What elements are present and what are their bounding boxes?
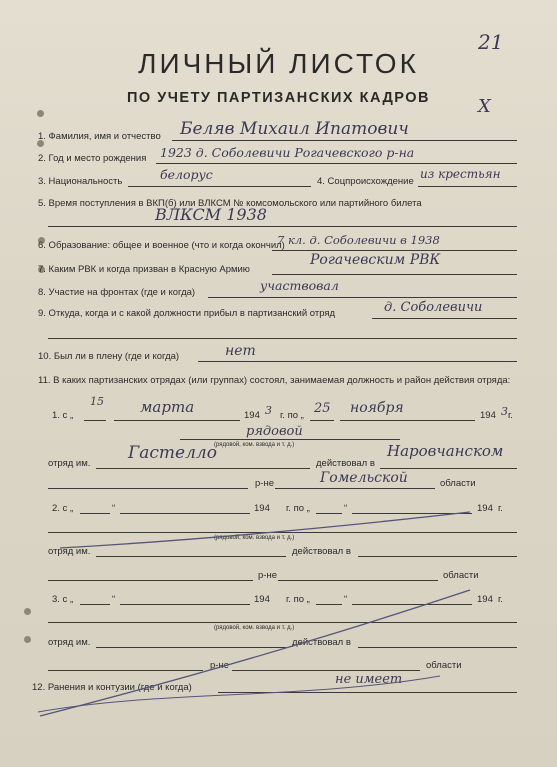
field-5-value: ВЛКСМ 1938 — [155, 205, 267, 224]
entry-2-year2: 194 — [477, 503, 493, 514]
field-7-value: Рогачевским РВК — [310, 252, 441, 268]
field-6-label: 6. Образование: общее и военное (что и когда окончил) — [38, 240, 285, 251]
field-8-label: 8. Участие на фронтах (где и когда) — [38, 287, 196, 298]
entry-3-oblast-label: области — [426, 660, 462, 671]
entry-1-district-label: р-не — [255, 478, 274, 489]
entry-3-district-label: р-не — [210, 660, 229, 671]
entry-2-year: 194 — [254, 503, 270, 514]
entry-1-day2: 25 — [314, 401, 331, 416]
corner-mark: Х — [478, 96, 491, 117]
entry-3-quote2: “ — [344, 594, 348, 605]
entry-3-start: 3. с „ — [52, 594, 74, 605]
entry-1-role-hint: (рядовой, ком. взвода и т. д.) — [214, 442, 295, 448]
field-8-value: участвовал — [260, 278, 339, 293]
entry-3-year2: 194 — [477, 594, 493, 605]
field-7-label: 7. Каким РВК и когда призван в Красную Армию — [38, 264, 250, 275]
entry-3-unit-label: отряд им. — [48, 637, 91, 648]
field-1-label: 1. Фамилия, имя и отчество — [38, 131, 161, 142]
entry-2-to: г. по „ — [286, 503, 310, 514]
field-10-value: нет — [225, 343, 256, 359]
entry-1-role: рядовой — [246, 424, 303, 439]
entry-1-year: 3 — [265, 404, 272, 417]
corner-number: 21 — [478, 30, 504, 54]
field-9-label: 9. Откуда, когда и с какой должности прибыл в партизанский отряд — [38, 308, 336, 319]
entry-2-oblast-label: области — [443, 570, 479, 581]
entry-1-start: 1. с „ — [52, 410, 74, 421]
entry-2-g: г. — [498, 503, 503, 514]
field-2-label: 2. Год и место рождения — [38, 153, 147, 164]
entry-1-year2-prefix: 194 — [480, 410, 496, 421]
field-6-value: 7 кл. д. Соболевичи в 1938 — [277, 233, 440, 247]
entry-3-role-hint: (рядовой, ком. взвода и т. д.) — [214, 625, 295, 631]
entry-1-oblast: Гомельской — [320, 470, 408, 486]
entry-1-year2: 3 — [501, 405, 508, 418]
field-1-value: Беляв Михаил Ипатович — [180, 119, 409, 139]
entry-3-year: 194 — [254, 594, 270, 605]
field-11-label: 11. В каких партизанских отрядах (или группах) состоял, занимаемая должность и район действия отряда: — [38, 375, 511, 386]
entry-3-to: г. по „ — [286, 594, 310, 605]
entry-3-g: г. — [498, 594, 503, 605]
entry-1-acted-label: действовал в — [316, 458, 375, 469]
entry-1-year-prefix: 194 — [244, 410, 260, 421]
entry-2-start: 2. с „ — [52, 503, 74, 514]
entry-1-unit: Гастелло — [128, 443, 217, 463]
field-5-label: 5. Время поступления в ВКП(б) или ВЛКСМ № комсомольского или партийного билета — [38, 198, 422, 209]
entry-1-unit-label: отряд им. — [48, 458, 91, 469]
entry-2-role-hint: (рядовой, ком. взвода и т. д.) — [214, 535, 295, 541]
field-12-value: не имеет — [335, 672, 403, 687]
field-3-value: белорус — [160, 167, 213, 182]
field-4-label: 4. Соцпроисхождение — [317, 176, 414, 187]
document-title: ЛИЧНЫЙ ЛИСТОК — [138, 48, 419, 79]
field-10-label: 10. Был ли в плену (где и когда) — [38, 351, 180, 362]
field-9-value: д. Соболевичи — [384, 300, 483, 315]
entry-3-quote: “ — [112, 594, 116, 605]
field-2-value: 1923 д. Соболевичи Рогачевского р-на — [160, 145, 415, 160]
entry-3-acted-label: действовал в — [292, 637, 351, 648]
entry-2-quote2: “ — [344, 503, 348, 514]
entry-1-month2: ноября — [350, 400, 404, 416]
field-12-label: 12. Ранения и контузии (где и когда) — [32, 682, 192, 693]
entry-1-to: г. по „ — [280, 410, 304, 421]
entry-1-district: Наровчанском — [387, 442, 504, 460]
entry-2-quote: “ — [112, 503, 116, 514]
entry-2-unit-label: отряд им. — [48, 546, 91, 557]
entry-1-g: г. — [508, 410, 513, 421]
entry-1-month: марта — [140, 398, 195, 416]
field-4-value: из крестьян — [420, 167, 501, 181]
entry-2-acted-label: действовал в — [292, 546, 351, 557]
document-subtitle: ПО УЧЕТУ ПАРТИЗАНСКИХ КАДРОВ — [126, 90, 431, 106]
entry-1-day: 15 — [90, 395, 104, 408]
entry-1-oblast-label: области — [440, 478, 476, 489]
entry-2-district-label: р-не — [258, 570, 277, 581]
field-3-label: 3. Национальность — [38, 176, 123, 187]
